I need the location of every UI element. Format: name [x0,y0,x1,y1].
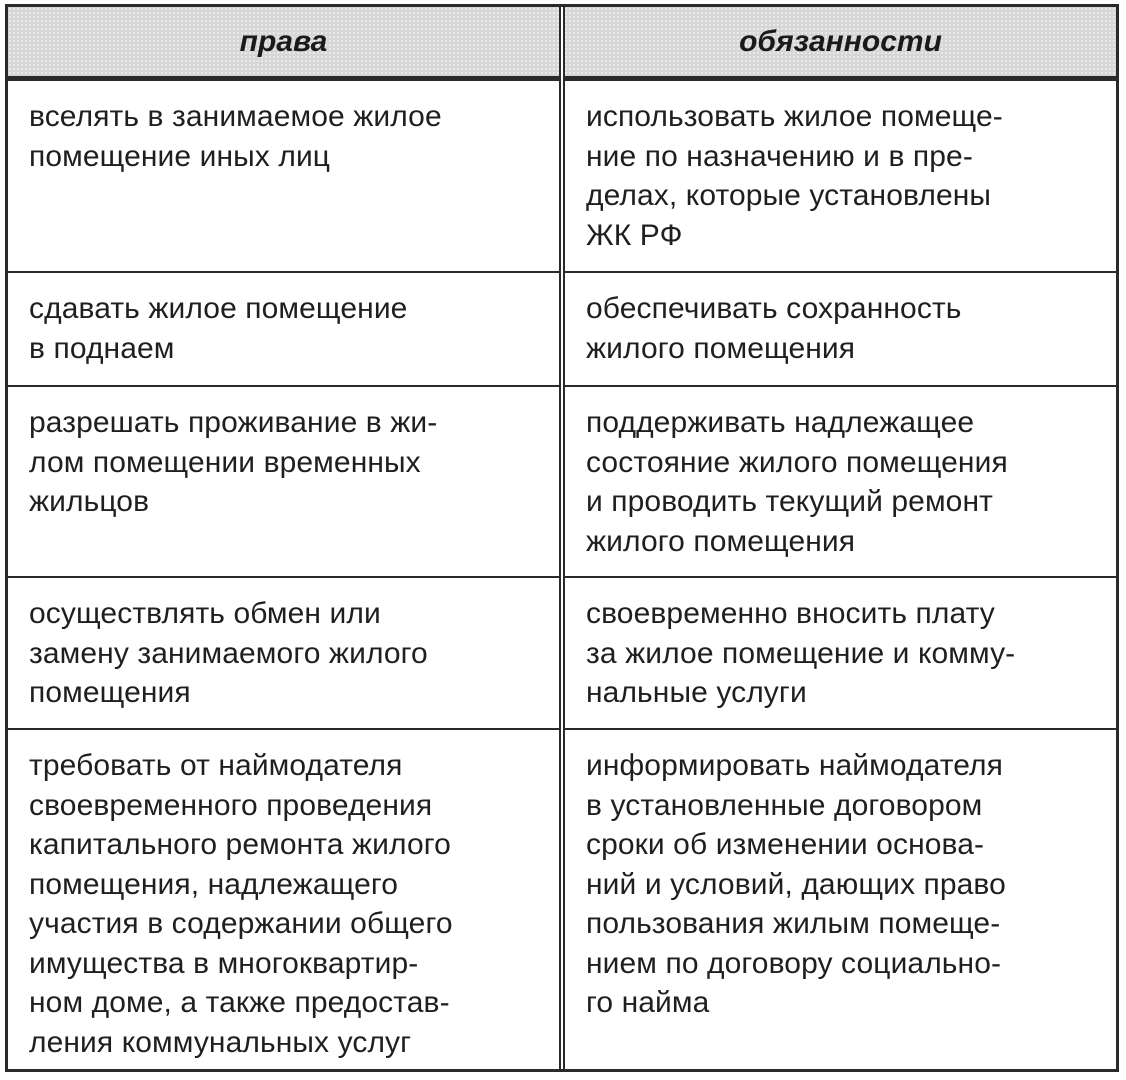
right-cell: сдавать жилое помещение в поднаем [29,292,408,365]
rights-obligations-table [5,4,1119,1072]
header-obligations: обязанности [739,24,942,58]
obligation-cell: обеспечивать сохранность жилого помещения [586,292,962,365]
right-cell: требовать от наймодателя своевременного проведения капитального ремонта жилого помещения, надлежащего участия в содержании общего имущества в многоквартир- ном доме, а также предостав- ления коммунальных услуг [29,749,453,1059]
obligation-cell: поддерживать надлежащее состояние жилого помещения и проводить текущий ремонт жилого помещения [586,406,1008,558]
header-rights: права [239,24,328,58]
obligation-cell: своевременно вносить плату за жилое помещение и комму- нальные услуги [586,597,1016,709]
right-cell: осуществлять обмен или замену занимаемого жилого помещения [29,597,428,709]
obligation-cell: использовать жилое помеще- ние по назначению и в пре- делах, которые установлены ЖК РФ [586,100,1003,252]
column-divider [559,7,565,1069]
obligation-cell: информировать наймодателя в установленные договором сроки об изменении основа- ний и условий, дающих право пользования жилым помеще- нием по договору социально- го найма [586,749,1006,1019]
right-cell: разрешать проживание в жи- лом помещении временных жильцов [29,406,438,518]
right-cell: вселять в занимаемое жилое помещение иных лиц [29,100,442,173]
